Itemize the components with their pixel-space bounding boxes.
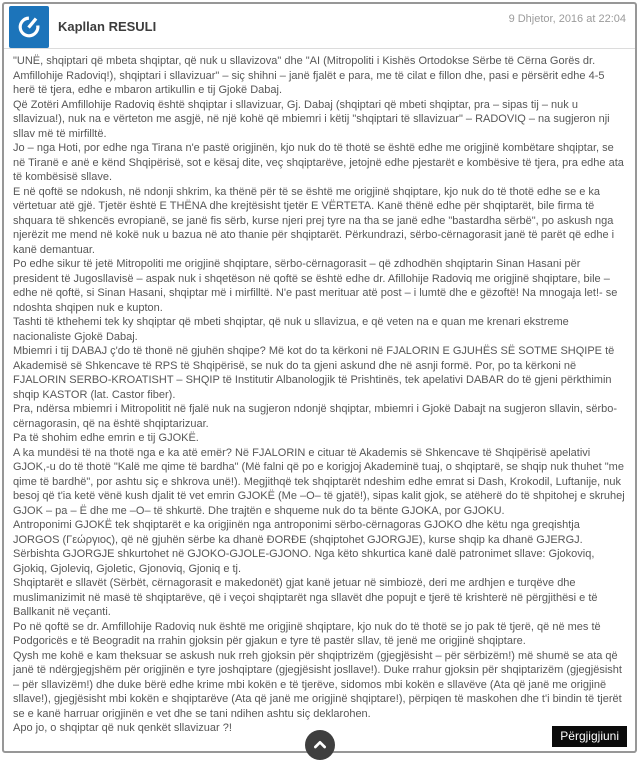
paragraph: Pra, ndërsa mbiemri i Mitropolitit në fjalë nuk na sugjeron ndonjë shqiptar, mbiemri i Gjokë Dabajt na sugjeron sllavin, sërbo-cërnagorasin, që na është shqiptarizuar. xyxy=(13,403,618,430)
paragraph: Qysh me kohë e kam theksuar se askush nuk rreh gjoksin për shqiptrizëm (gjegjësisht – për sërbizëm!) më shumë se ata që janë të ndërgjegjshëm për origjinën e tyre joshqiptare (gjegjësisht josllave!). Duke rrahur gjoksin për shqiptarizëm (gjegjësisht – për sllavizëm!) dhe duke bërë edhe krime mbi kokën e të tjerëve, sidomos mbi kokën e sllavëve (Ata që janë me origjinë sllave!), gjegjësisht mbi kokën e shqiptarëve (Ata që janë me origjinë shqiptare!), përpiqen të maskohen dhe t'i bindin të tjerët se e kanë harruar origjinën e vet dhe se tani ndihen ashtu siç deklarohen. xyxy=(13,649,622,720)
author-name: Kapllan RESULI xyxy=(58,18,157,34)
paragraph: "UNË, shqiptari që mbeta shqiptar, që nuk u sllavizova" dhe "AI (Mitropoliti i Kishës Ortodokse Sërbe të Cërna Gorës dr. Amfillohije Radoviq!), shqiptari i sllavizuar" – siç shihni – janë fjalët e para, me të cilat e fillon dhe, pasi e përsërit edhe 4-5 herë të tjera, edhe e mbaron artikullin e tij Gjokë Dabaj. xyxy=(13,55,605,96)
paragraph: A ka mundësi të na thotë nga e ka atë emër? Në FJALORIN e cituar të Akademis së Shkencave të Shqipërisë apelativi GJOK,-u do të thotë "Kalë me qime të bardha" (Më falni që po e korigjoj Akademinë tuaj, o shqiptarë, se shqip nuk thuhet "me qime të bardhë", por ashtu siç e shkrova unë!). Megjithqë tek shqiptarët ndeshim edhe emrat si Dash, Krokodil, Luftanije, nuk besoj që t'ia ketë vënë kush djalit të vet emrin GJOKË (Me –O– të gjatë!), sipas kalit gjok, se atëherë do të shpitohej e skruhej GJOK – pa – Ë dhe me –O– të shkurtë. Dhe trajtën e shqueme nuk do ta bënte GJOKA, por GJOKU. xyxy=(13,446,625,517)
paragraph: Po në qoftë se dr. Amfillohije Radoviq nuk është me origjinë shqiptare, kjo nuk do të thotë se jo pak të tjerë, që në mes të Podgoricës e të Beogradit na rrahin gjoksin për gjakun e tyre të pastër sllav, të jenë me origjinë shqiptare. xyxy=(13,620,601,647)
comment-card xyxy=(2,2,637,753)
paragraph: Tashti të kthehemi tek ky shqiptar që mbeti shqiptar, që nuk u sllavizua, e që veten na e quan me krenari ekstreme nacionaliste Gjokë Dabaj. xyxy=(13,316,569,343)
paragraph: Po edhe sikur të jetë Mitropoliti me origjinë shqiptare, sërbo-cërnagorasit – që zdhodhën shqiptarin Sinan Hasani për president të Jugosllavisë – aspak nuk i shqetëson në qoftë se është edhe dr. Afillohije Radoviq me origjinë shqiptare, bile – edhe në qoftë, si Sinan Hasani, shqiptar më i mirfilltë. N'e past merituar atë post – i lumtë dhe e gëzoftë! Na mnogaja let!- se ndoshta shqipen nuk e kupton. xyxy=(13,258,618,314)
chevron-up-icon xyxy=(312,737,328,753)
comment-body xyxy=(4,49,635,736)
paragraph: Jo – nga Hoti, por edhe nga Tirana n'e pastë origjinën, kjo nuk do të thotë se është edhe me origjinë kombëtare shqiptar, se në Tiranë e anë e kënd Shqipërisë, sot e kësaj dite, veç shqiptarëve, jetojnë edhe pjestarët e kombësive të tjera, pra edhe ata të kombësisë sllave. xyxy=(13,142,624,183)
reply-button[interactable]: Përgjigjiuni xyxy=(552,726,627,747)
paragraph: Mbiemri i tij DABAJ ç'do të thonë në gjuhën shqipe? Më kot do ta kërkoni në FJALORIN E GJUHËS SË SOTME SHQIPE të Akademisë së Shkencave të RPS të Shqipërisë, se nuk do ta gjeni askund dhe në asnji formë. Por, po ta kërkoni në FJALORIN SERBO-KROATISHT – SHQIP të Institutir Albanologjik të Prishtinës, tek apelativi DABAR do të gjeni përkthimin shqip KASTOR (lat. Castor fiber). xyxy=(13,345,615,401)
scroll-top-button[interactable] xyxy=(305,730,335,760)
paragraph: Apo jo, o shqiptar që nuk qenkët sllavizuar ?! xyxy=(13,722,232,734)
paragraph: Antroponimi GJOKË tek shqiptarët e ka origjinën nga antroponimi sërbo-cërnagoras GJOKO dhe këtu nga greqishtja JORGOS (Γεώργιος), që në gjuhën sërbe ka dhanë ĐORĐE (shqiptohet GJORGJE), kurse shqip ka dhanë GJERGJ. Sërbishta GJORGJE shkurtohet në GJOKO-GJOLE-GJONO. Nga këto shkurtica kanë dalë patronimet sllave: Gjokoviq, Gjokiq, Gjoleviq, Gjoletic, Gjonoviq, Gjoniq e tj. xyxy=(13,519,595,575)
paragraph: Shqiptarët e sllavët (Sërbët, cërnagorasit e makedonët) gjat kanë jetuar në simbiozë, deri me ardhjen e turqëve dhe muslimanizimit në masë të shqiptarëve, që i veçoi shqiptarët nga sllavët dhe popujt e tjerë të krishterë në përgjithësi e të Ballkanit në veçanti. xyxy=(13,577,598,618)
power-icon xyxy=(15,13,43,41)
comment-timestamp: 9 Dhjetor, 2016 at 22:04 xyxy=(508,13,626,25)
paragraph: Pa të shohim edhe emrin e tij GJOKË. xyxy=(13,432,199,444)
avatar[interactable] xyxy=(9,6,49,48)
comment-header xyxy=(4,4,635,49)
paragraph: E në qoftë se ndokush, në ndonji shkrim, ka thënë për të se është me origjinë shqiptare, kjo nuk do të thotë edhe se e ka vërtetuar atë gjë. Tjetër është E THËNA dhe krejtësisht tjetër E VËRTETA. Kanë thënë edhe për shqiptarët, bile firma të shquara të shkencës evropianë, se janë fis sërb, kurse njeri prej tyre na tha se janë edhe "bastardha sërbë", po askush nga njerëzit me mend në kokë nuk u bazua në ato thanie për shqiptarët. Përkundrazi, sërbo-cërnagorasit janë të parët që edhe i kanë demantuar. xyxy=(13,185,615,256)
paragraph: Që Zotëri Amfillohije Radoviq është shqiptar i sllavizuar, Gj. Dabaj (shqiptari që mbeti shqiptar, pra – sipas tij – nuk u sllavizua!), nuk na e vërteton me asgjë, në një kohë që mbiemri i këtij "shqiptari të sllavizuar" – RADOVIQ – na sugjeron nji sllav më të mirfilltë. xyxy=(13,98,610,140)
